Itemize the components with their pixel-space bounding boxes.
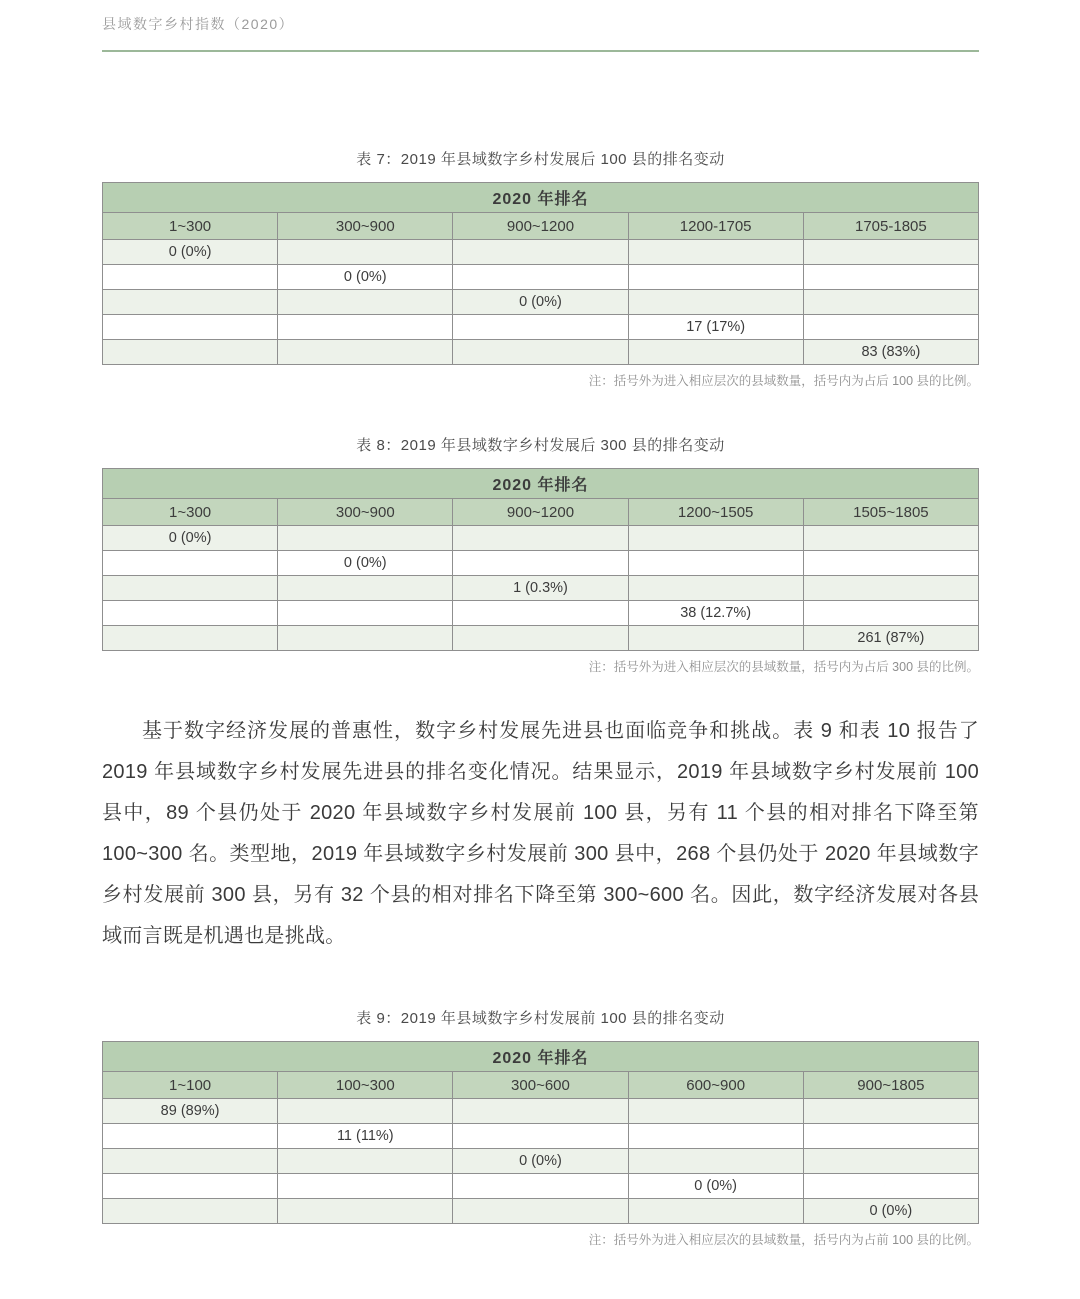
table-cell xyxy=(103,551,278,576)
table-row xyxy=(103,626,979,651)
table-column-header: 1505~1805 xyxy=(803,499,978,526)
table-cell xyxy=(103,315,278,340)
table-cell xyxy=(453,340,628,365)
table7-section xyxy=(102,150,979,389)
table-cell xyxy=(803,265,978,290)
table-cell xyxy=(803,526,978,551)
table7-span-header: 2020 年排名 xyxy=(103,183,979,213)
table-cell xyxy=(628,1149,803,1174)
table-row xyxy=(103,526,979,551)
table8-title: 表 8：2019 年县域数字乡村发展后 300 县的排名变动 xyxy=(356,437,725,454)
table-row xyxy=(103,1149,979,1174)
table-column-header: 300~600 xyxy=(453,1072,628,1099)
table8 xyxy=(102,468,979,651)
table-column-header: 900~1805 xyxy=(803,1072,978,1099)
table9-span-header: 2020 年排名 xyxy=(103,1042,979,1072)
table7 xyxy=(102,182,979,365)
table-column-header: 1~300 xyxy=(103,499,278,526)
table-cell: 0 (0%) xyxy=(103,240,278,265)
table-cell xyxy=(103,601,278,626)
table-column-header: 300~900 xyxy=(278,213,453,240)
table-column-header: 900~1200 xyxy=(453,499,628,526)
table9-section xyxy=(102,1009,979,1248)
table-column-header: 300~900 xyxy=(278,499,453,526)
table-row xyxy=(103,1174,979,1199)
table-cell xyxy=(803,1099,978,1124)
table-cell xyxy=(453,601,628,626)
table-cell: 0 (0%) xyxy=(628,1174,803,1199)
table9 xyxy=(102,1041,979,1224)
table-cell xyxy=(278,1174,453,1199)
table-cell: 11 (11%) xyxy=(278,1124,453,1149)
table-cell xyxy=(803,576,978,601)
table-cell xyxy=(103,626,278,651)
table7-header xyxy=(103,183,979,240)
table-cell xyxy=(453,526,628,551)
table7-note: 注：括号外为进入相应层次的县域数量，括号内为占后 100 县的比例。 xyxy=(588,374,979,388)
table-cell xyxy=(453,626,628,651)
table-cell xyxy=(803,315,978,340)
table-cell xyxy=(103,265,278,290)
table-cell xyxy=(278,626,453,651)
table-cell xyxy=(803,1149,978,1174)
table9-body xyxy=(103,1099,979,1224)
table-cell xyxy=(103,340,278,365)
table8-header xyxy=(103,469,979,526)
table-cell xyxy=(453,240,628,265)
table-row xyxy=(103,315,979,340)
table-cell xyxy=(628,240,803,265)
body-paragraph: 基于数字经济发展的普惠性，数字乡村发展先进县也面临竞争和挑战。表 9 和表 10 报告了 2019 年县域数字乡村发展先进县的排名变化情况。结果显示，2019 年县域数字乡村发展前 100 县中，89 个县仍处于 2020 年县域数字乡村发展前 100 县，另有 11 个县的相对排名下降至第 100~300 名。类型地，2019 年县域数字乡村发展前 300 县中，268 个县仍处于 2020 年县域数字乡村发展前 300 县，另有 32 个县的相对排名下降至第 300~600 名。因此，数字经济发展对各县域而言既是机遇也是挑战。 xyxy=(102,720,979,947)
table-cell xyxy=(278,601,453,626)
table-column-header: 1200~1505 xyxy=(628,499,803,526)
table-cell xyxy=(628,626,803,651)
table-cell xyxy=(628,265,803,290)
table-cell: 0 (0%) xyxy=(103,526,278,551)
table-row xyxy=(103,551,979,576)
table7-body xyxy=(103,240,979,365)
table-column-header: 1705-1805 xyxy=(803,213,978,240)
table-cell xyxy=(628,290,803,315)
table-cell xyxy=(103,576,278,601)
table-cell xyxy=(453,1199,628,1224)
table-column-header: 1~100 xyxy=(103,1072,278,1099)
table8-span-row xyxy=(103,469,979,499)
table7-span-row xyxy=(103,183,979,213)
table-cell xyxy=(453,265,628,290)
table7-title: 表 7：2019 年县域数字乡村发展后 100 县的排名变动 xyxy=(356,151,725,168)
table-cell xyxy=(453,1124,628,1149)
table-cell xyxy=(278,340,453,365)
table-cell xyxy=(453,551,628,576)
table-row xyxy=(103,576,979,601)
table-row xyxy=(103,265,979,290)
table-column-header: 100~300 xyxy=(278,1072,453,1099)
table8-span-header: 2020 年排名 xyxy=(103,469,979,499)
table-cell: 83 (83%) xyxy=(803,340,978,365)
table-row xyxy=(103,601,979,626)
table-row xyxy=(103,1124,979,1149)
table-cell xyxy=(628,576,803,601)
table-cell xyxy=(803,1174,978,1199)
table-cell xyxy=(278,1099,453,1124)
table8-body xyxy=(103,526,979,651)
table-cell xyxy=(628,1124,803,1149)
table-cell: 0 (0%) xyxy=(278,265,453,290)
table-cell: 0 (0%) xyxy=(278,551,453,576)
table-cell xyxy=(103,1124,278,1149)
table-cell: 1 (0.3%) xyxy=(453,576,628,601)
table-row xyxy=(103,1099,979,1124)
table9-header xyxy=(103,1042,979,1099)
table-cell xyxy=(278,1199,453,1224)
table-cell xyxy=(278,576,453,601)
table-column-header: 1~300 xyxy=(103,213,278,240)
table-cell xyxy=(278,315,453,340)
table9-span-row xyxy=(103,1042,979,1072)
table-cell xyxy=(803,551,978,576)
table-cell: 261 (87%) xyxy=(803,626,978,651)
table-cell xyxy=(453,1174,628,1199)
table-column-header: 900~1200 xyxy=(453,213,628,240)
table-cell: 17 (17%) xyxy=(628,315,803,340)
table-cell xyxy=(103,290,278,315)
table-cell xyxy=(803,601,978,626)
table-cell xyxy=(453,1099,628,1124)
table-row xyxy=(103,290,979,315)
table-cell xyxy=(103,1199,278,1224)
table-cell xyxy=(103,1149,278,1174)
page-header-title: 县域数字乡村指数（2020） xyxy=(102,16,295,32)
table-cell: 89 (89%) xyxy=(103,1099,278,1124)
table-cell xyxy=(628,551,803,576)
table-column-header: 600~900 xyxy=(628,1072,803,1099)
table-row xyxy=(103,340,979,365)
table-cell xyxy=(453,315,628,340)
table7-column-header-row xyxy=(103,213,979,240)
table9-title: 表 9：2019 年县域数字乡村发展前 100 县的排名变动 xyxy=(356,1010,725,1027)
header-divider xyxy=(102,50,979,52)
table-column-header: 1200-1705 xyxy=(628,213,803,240)
table-cell xyxy=(278,290,453,315)
table-cell xyxy=(278,526,453,551)
table-cell xyxy=(278,240,453,265)
table8-column-header-row xyxy=(103,499,979,526)
table-cell: 0 (0%) xyxy=(453,290,628,315)
table8-note: 注：括号外为进入相应层次的县域数量，括号内为占后 300 县的比例。 xyxy=(588,660,979,674)
table-cell xyxy=(628,1099,803,1124)
table-cell xyxy=(628,340,803,365)
table-cell xyxy=(628,526,803,551)
table-cell xyxy=(278,1149,453,1174)
table8-section xyxy=(102,436,979,675)
table-cell: 0 (0%) xyxy=(803,1199,978,1224)
table-cell xyxy=(803,240,978,265)
table-cell xyxy=(628,1199,803,1224)
table9-column-header-row xyxy=(103,1072,979,1099)
table-cell: 38 (12.7%) xyxy=(628,601,803,626)
table-cell xyxy=(103,1174,278,1199)
table-row xyxy=(103,1199,979,1224)
table-cell xyxy=(803,1124,978,1149)
table-row xyxy=(103,240,979,265)
table-cell: 0 (0%) xyxy=(453,1149,628,1174)
table-cell xyxy=(803,290,978,315)
table9-note: 注：括号外为进入相应层次的县域数量，括号内为占前 100 县的比例。 xyxy=(588,1233,979,1247)
